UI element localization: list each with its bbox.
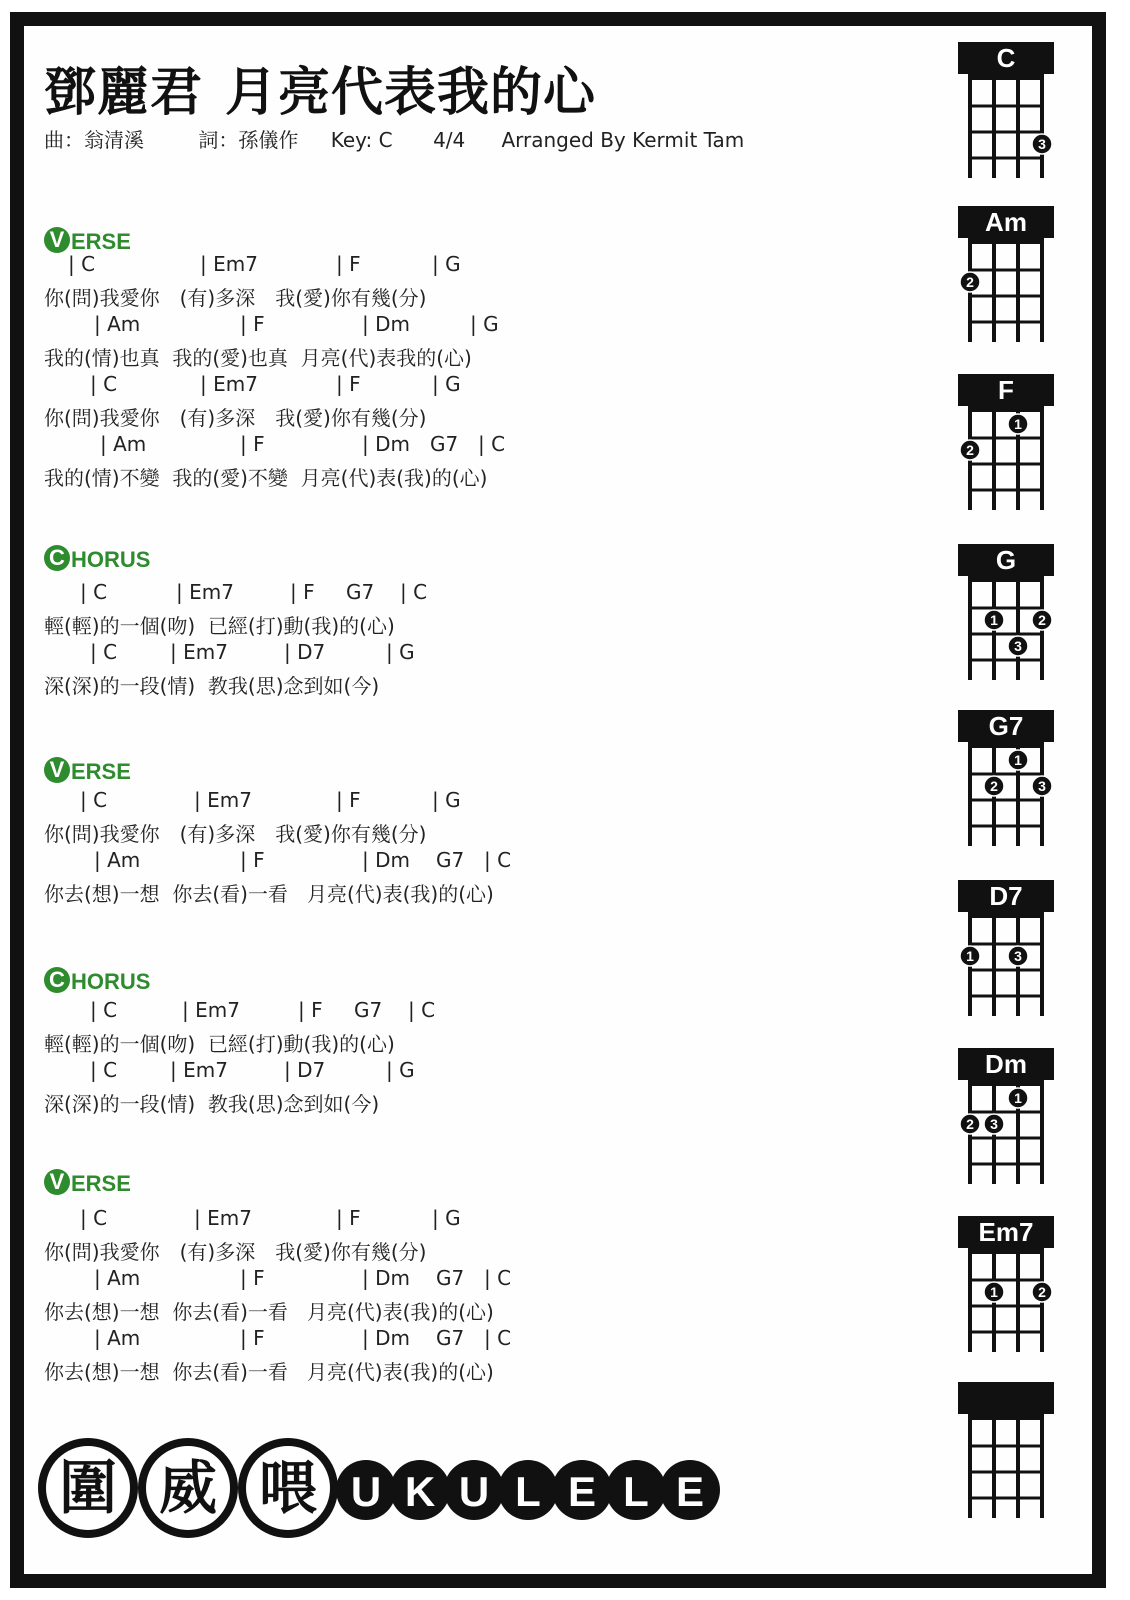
chord-symbol: | G: [386, 1058, 415, 1082]
chord-symbol: | G: [432, 372, 461, 396]
chord-symbol: | C: [484, 1326, 512, 1350]
chord-diagram-name: C: [958, 42, 1054, 74]
logo-character: 威: [158, 1454, 218, 1522]
sheet: [24, 26, 1092, 1574]
chord-symbol: | C: [478, 432, 506, 456]
chord-symbol: | Am: [94, 1326, 141, 1350]
key: Key: C: [330, 128, 393, 152]
logo-letter: L: [623, 1468, 649, 1515]
chord-symbol: | F: [336, 252, 361, 276]
chord-diagram: [958, 710, 1054, 846]
chord-symbol: | C: [90, 1058, 118, 1082]
lyric-line: 輕(輕)的一個(吻) 已經(打)動(我)的(心): [44, 1032, 395, 1056]
chord-symbol: G7: [354, 998, 383, 1022]
logo-letter: E: [567, 1468, 597, 1515]
chord-symbol: | Am: [100, 432, 147, 456]
chord-symbol: | F: [240, 848, 265, 872]
section-label: ERSE: [71, 759, 131, 785]
chord-symbol: | C: [408, 998, 436, 1022]
chord-symbol: | Am: [94, 312, 141, 336]
lyric-line: 你(問)我愛你 (有)多深 我(愛)你有幾(分): [44, 406, 427, 430]
chord-diagram-name: Am: [958, 206, 1054, 238]
lyric-line: 你去(想)一想 你去(看)一看 月亮(代)表(我)的(心): [44, 882, 494, 906]
fretboard: [958, 74, 1054, 178]
chord-symbol: | C: [80, 1206, 108, 1230]
logo-letter: U: [458, 1468, 490, 1515]
chord-diagram-name: G: [958, 544, 1054, 576]
chord-diagram: [958, 544, 1054, 680]
logo-character: 圍: [58, 1454, 118, 1522]
chord-diagram: [958, 1048, 1054, 1184]
finger-number: 2: [1038, 612, 1046, 628]
fretboard: [958, 1080, 1054, 1184]
fretboard: [958, 1414, 1054, 1518]
finger-number: 2: [966, 274, 974, 290]
lyric-line: 深(深)的一段(情) 教我(思)念到如(今): [44, 674, 380, 698]
fretboard: [958, 576, 1054, 680]
section-heading: [44, 546, 150, 576]
chord-symbol: | Em7: [182, 998, 240, 1022]
section-heading: [44, 968, 150, 998]
lyric-line: 你去(想)一想 你去(看)一看 月亮(代)表(我)的(心): [44, 1360, 494, 1384]
section-heading: [44, 1170, 131, 1200]
page-frame: [10, 12, 1106, 1588]
finger-number: 1: [1014, 416, 1022, 432]
chord-symbol: | Em7: [194, 788, 252, 812]
chord-symbol: | Em7: [200, 372, 258, 396]
finger-number: 2: [966, 1116, 974, 1132]
section-initial: C: [44, 967, 70, 993]
chord-symbol: | D7: [284, 640, 326, 664]
section-label: ERSE: [71, 1171, 131, 1197]
chord-symbol: | Em7: [200, 252, 258, 276]
finger-number: 1: [966, 948, 974, 964]
logo-character: 喂: [258, 1454, 318, 1522]
fretboard: [958, 406, 1054, 510]
fretboard: [958, 1248, 1054, 1352]
chord-symbol: | C: [90, 372, 118, 396]
chord-symbol: | C: [90, 640, 118, 664]
chord-symbol: | Dm: [362, 312, 410, 336]
chord-diagram: [958, 42, 1054, 178]
chord-diagram: [958, 1216, 1054, 1352]
chord-symbol: | Em7: [170, 1058, 228, 1082]
chord-symbol: G7: [436, 848, 465, 872]
lyric-line: 你去(想)一想 你去(看)一看 月亮(代)表(我)的(心): [44, 1300, 494, 1324]
chord-diagram: [958, 880, 1054, 1016]
finger-number: 1: [990, 1284, 998, 1300]
chord-diagram-name: G7: [958, 710, 1054, 742]
finger-number: 1: [990, 612, 998, 628]
chord-symbol: | Em7: [176, 580, 234, 604]
section-label: ERSE: [71, 229, 131, 255]
finger-number: 3: [1014, 948, 1022, 964]
logo-letter: L: [515, 1468, 541, 1515]
chord-symbol: | F: [240, 1266, 265, 1290]
lyric-line: 輕(輕)的一個(吻) 已經(打)動(我)的(心): [44, 614, 395, 638]
chord-symbol: G7: [430, 432, 459, 456]
chord-diagram-name: D7: [958, 880, 1054, 912]
logo-letter: K: [404, 1468, 436, 1515]
chord-symbol: G7: [436, 1326, 465, 1350]
chord-symbol: | F: [290, 580, 315, 604]
arranger: Arranged By Kermit Tam: [501, 128, 745, 152]
chord-symbol: | C: [484, 1266, 512, 1290]
finger-number: 1: [1014, 752, 1022, 768]
chord-diagram-name: Em7: [958, 1216, 1054, 1248]
chord-symbol: | G: [386, 640, 415, 664]
composer: 曲：翁清溪: [44, 128, 144, 152]
chord-symbol: | G: [432, 788, 461, 812]
finger-number: 3: [1038, 136, 1046, 152]
chord-symbol: | Am: [94, 1266, 141, 1290]
chord-symbol: | Dm: [362, 848, 410, 872]
finger-number: 3: [1014, 638, 1022, 654]
chord-diagram: [958, 374, 1054, 510]
chord-symbol: | G: [432, 1206, 461, 1230]
song-title: [44, 50, 596, 125]
finger-number: 2: [966, 442, 974, 458]
chord-symbol: | F: [336, 1206, 361, 1230]
chord-diagram-name: [958, 1382, 1054, 1414]
fretboard: [958, 238, 1054, 342]
section-initial: V: [44, 757, 70, 783]
chord-symbol: | C: [80, 580, 108, 604]
chord-symbol: | F: [336, 788, 361, 812]
chord-symbol: | Dm: [362, 432, 410, 456]
artist-name: 鄧麗君: [44, 63, 204, 123]
lyric-line: 你(問)我愛你 (有)多深 我(愛)你有幾(分): [44, 822, 427, 846]
finger-number: 2: [990, 778, 998, 794]
chord-symbol: | F: [240, 432, 265, 456]
lyricist: 詞：孫儀作: [198, 128, 299, 152]
section-initial: V: [44, 1169, 70, 1195]
chord-symbol: | G: [470, 312, 499, 336]
lyric-line: 你(問)我愛你 (有)多深 我(愛)你有幾(分): [44, 286, 427, 310]
fretboard: [958, 912, 1054, 1016]
logo: [38, 1428, 738, 1548]
chord-symbol: G7: [436, 1266, 465, 1290]
chord-symbol: | C: [400, 580, 428, 604]
chord-diagram: [958, 1382, 1054, 1518]
chord-symbol: | C: [68, 252, 96, 276]
chord-symbol: | C: [90, 998, 118, 1022]
chord-symbol: | F: [240, 1326, 265, 1350]
lyric-line: 你(問)我愛你 (有)多深 我(愛)你有幾(分): [44, 1240, 427, 1264]
song-meta: [44, 124, 744, 153]
chord-symbol: | G: [432, 252, 461, 276]
chord-symbol: | C: [80, 788, 108, 812]
chord-symbol: | Dm: [362, 1326, 410, 1350]
section-heading: [44, 758, 131, 788]
fretboard: [958, 742, 1054, 846]
chord-symbol: | Dm: [362, 1266, 410, 1290]
section-initial: C: [44, 545, 70, 571]
finger-number: 3: [1038, 778, 1046, 794]
chord-symbol: | C: [484, 848, 512, 872]
finger-number: 1: [1014, 1090, 1022, 1106]
song-name: 月亮代表我的心: [225, 63, 597, 123]
chord-symbol: G7: [346, 580, 375, 604]
chord-symbol: | F: [298, 998, 323, 1022]
finger-number: 3: [990, 1116, 998, 1132]
lyric-line: 深(深)的一段(情) 教我(思)念到如(今): [44, 1092, 380, 1116]
chord-symbol: | Em7: [194, 1206, 252, 1230]
chord-symbol: | D7: [284, 1058, 326, 1082]
logo-letter: E: [675, 1468, 705, 1515]
chord-symbol: | F: [336, 372, 361, 396]
section-label: HORUS: [71, 547, 151, 573]
chord-diagram-name: F: [958, 374, 1054, 406]
section-label: HORUS: [71, 969, 151, 995]
time-signature: 4/4: [433, 128, 466, 152]
logo-letter: U: [350, 1468, 382, 1515]
section-initial: V: [44, 227, 70, 253]
chord-symbol: | Am: [94, 848, 141, 872]
chord-symbol: | Em7: [170, 640, 228, 664]
chord-symbol: | F: [240, 312, 265, 336]
lyric-line: 我的(情)不變 我的(愛)不變 月亮(代)表(我)的(心): [44, 466, 488, 490]
chord-diagram: [958, 206, 1054, 342]
chord-diagram-name: Dm: [958, 1048, 1054, 1080]
finger-number: 2: [1038, 1284, 1046, 1300]
lyric-line: 我的(情)也真 我的(愛)也真 月亮(代)表我的(心): [44, 346, 472, 370]
